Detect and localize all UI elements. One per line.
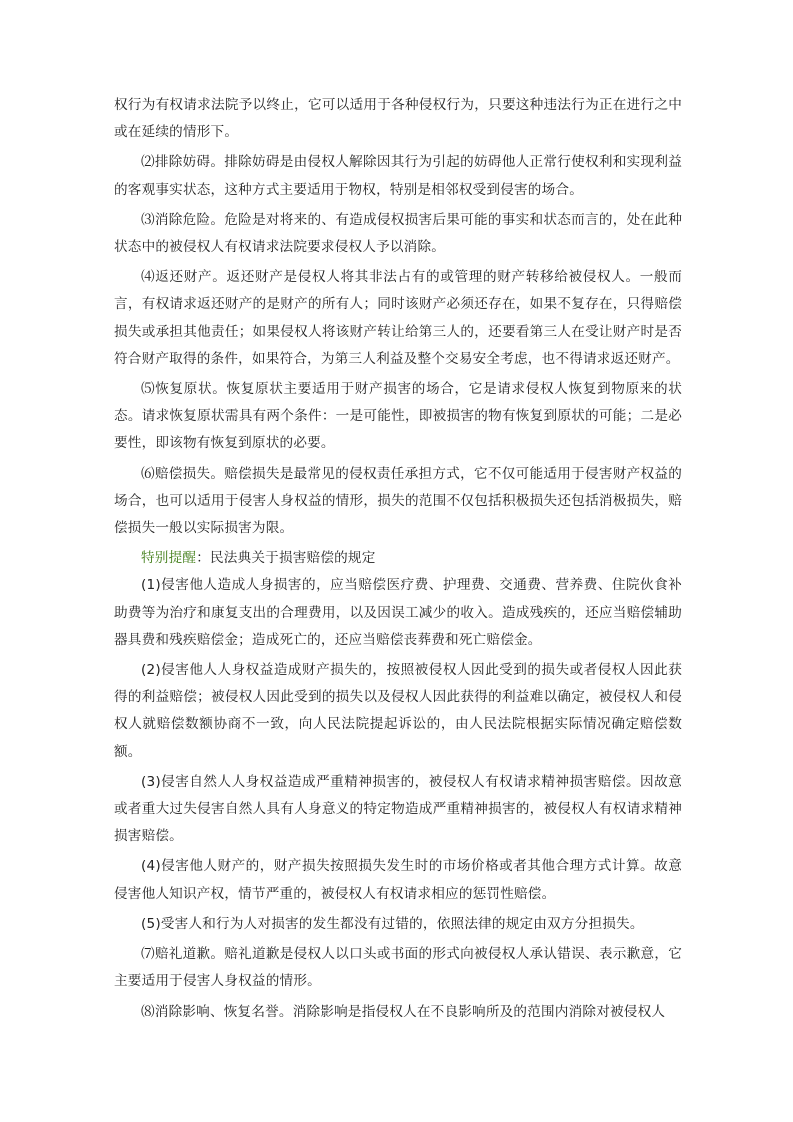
paragraph-special-reminder [114,545,682,572]
paragraph-eliminate-influence: ⑻消除影响、恢复名誉。消除影响是指侵权人在不良影响所及的范围内消除对被侵权人 [141,1003,666,1020]
special-reminder-label: 特别提醒 [141,550,197,567]
paragraph-eliminate-danger: ⑶消除危险。危险是对将来的、有造成侵权损害后果可能的事实和状态而言的，处在此种状态中的被侵权人有权请求法院要求侵权人予以消除。 [114,211,682,256]
paragraph-civil-code-item-5: (5)受害人和行为人对损害的发生都没有过错的，依照法律的规定由双方分担损失。 [141,915,644,932]
paragraph-civil-code-item-3: (3)侵害自然人人身权益造成严重精神损害的，被侵权人有权请求精神损害赔偿。因故意或者重大过失侵害自然人具有人身意义的特定物造成严重精神损害的，被侵权人有权请求精神损害赔偿。 [114,773,682,845]
document-page [114,92,682,1026]
paragraph-continuation: 权行为有权请求法院予以终止，它可以适用于各种侵权行为，只要这种违法行为正在进行之中或在延续的情形下。 [114,97,682,141]
paragraph-civil-code-item-4: (4)侵害他人财产的，财产损失按照损失发生时的市场价格或者其他合理方式计算。故意侵害他人知识产权，情节严重的，被侵权人有权请求相应的惩罚性赔偿。 [114,858,682,902]
paragraph-civil-code-item-2: (2)侵害他人人身权益造成财产损失的，按照被侵权人因此受到的损失或者侵权人因此获得的利益赔偿；被侵权人因此受到的损失以及侵权人因此获得的利益难以确定，被侵权人和侵权人就赔偿数额协商不一致，向人民法院提起诉讼的，由人民法院根据实际情况确定赔偿数额。 [114,662,682,760]
paragraph-restore-original-state: ⑸恢复原状。恢复原状主要适用于财产损害的场合，它是请求侵权人恢复到物原来的状态。请求恢复原状需具有两个条件：一是可能性，即被损害的物有恢复到原状的可能；二是必要性，即该物有恢复到原状的必要。 [114,381,682,452]
paragraph-return-property: ⑷返还财产。返还财产是侵权人将其非法占有的或管理的财产转移给被侵权人。一般而言，有权请求返还财产的是财产的所有人；同时该财产必须还存在，如果不复存在，只得赔偿损失或承担其他责任；如果侵权人将该财产转让给第三人的，还要看第三人在受让财产时是否符合财产取得的条件，如果符合，为第三人利益及整个交易安全考虑，也不得请求返还财产。 [114,269,682,367]
paragraph-compensate-losses: ⑹赔偿损失。赔偿损失是最常见的侵权责任承担方式，它不仅可能适用于侵害财产权益的场合，也可以适用于侵害人身权益的情形，损失的范围不仅包括积极损失还包括消极损失，赔偿损失一般以实际损害为限。 [114,465,682,537]
paragraph-remove-obstruction: ⑵排除妨碍。排除妨碍是由侵权人解除因其行为引起的妨碍他人正常行使权利和实现利益的客观事实状态，这种方式主要适用于物权，特别是相邻权受到侵害的场合。 [114,154,682,198]
paragraph-civil-code-item-1: (1)侵害他人造成人身损害的，应当赔偿医疗费、护理费、交通费、营养费、住院伙食补助费等为治疗和康复支出的合理费用，以及因误工减少的收入。造成残疾的，还应当赔偿辅助器具费和残疾赔偿金；造成死亡的，还应当赔偿丧葬费和死亡赔偿金。 [114,577,682,648]
special-reminder-text: ：民法典关于损害赔偿的规定 [196,550,376,567]
paragraph-apology: ⑺赔礼道歉。赔礼道歉是侵权人以口头或书面的形式向被侵权人承认错误、表示歉意，它主要适用于侵害人身权益的情形。 [114,946,682,990]
